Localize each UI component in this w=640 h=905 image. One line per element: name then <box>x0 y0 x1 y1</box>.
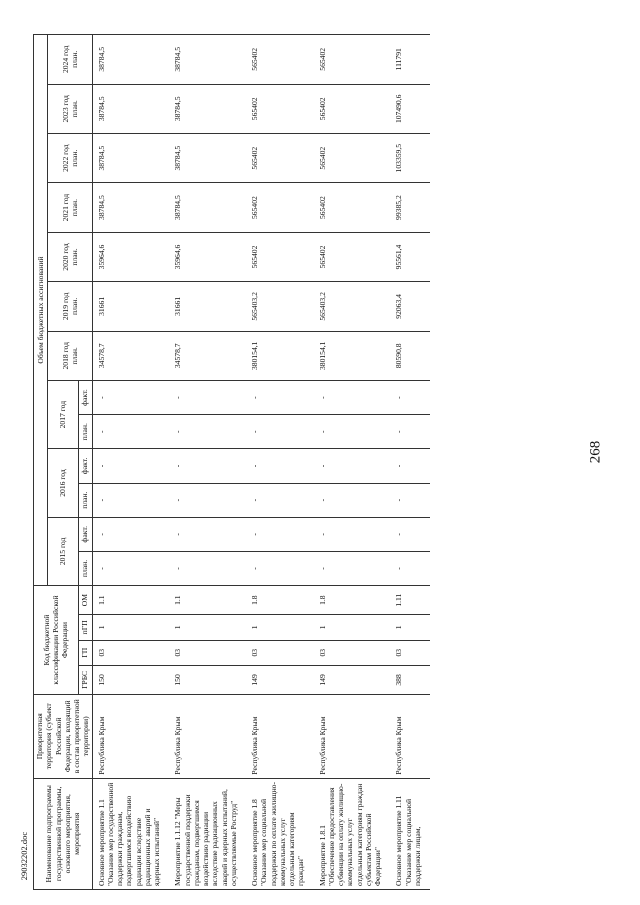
cell-gp: 03 <box>92 640 169 665</box>
cell-2015-plan: - <box>169 551 246 585</box>
cell-2021: 565402 <box>314 183 391 232</box>
cell-2021: 565402 <box>246 183 314 232</box>
header-year-2024: 2024 год план. <box>48 35 93 85</box>
cell-2023: 38784,5 <box>169 84 246 133</box>
cell-2017-fact: - <box>246 380 314 414</box>
header-2017-plan: план. <box>78 415 92 449</box>
header-volume: Объем бюджетных ассигнований <box>34 35 48 586</box>
cell-2016-fact: - <box>314 449 391 483</box>
cell-2022: 38784,5 <box>92 134 169 183</box>
cell-pgp: 1 <box>314 615 391 640</box>
cell-2019: 565403,2 <box>314 282 391 331</box>
header-year-2020: 2020 год план. <box>48 232 93 281</box>
header-budget-code: Код бюджетной классификации Российской Федерации <box>34 586 79 695</box>
cell-pgp: 1 <box>246 615 314 640</box>
cell-2015-fact: - <box>390 517 430 551</box>
cell-2018: 380154,1 <box>246 331 314 380</box>
cell-2024: 38784,5 <box>92 35 169 85</box>
row-name: Мероприятие 1.8.1 "Обеспечение предоставления субвенции на оплату жилищно-коммунальных услуг отдельным категориям граждан субъектам Российской Федерации" <box>314 778 391 889</box>
cell-2017-fact: - <box>169 380 246 414</box>
header-territory: Приоритетная территория (субъект Российской Федерации, входящий в состав приоритетной территории) <box>34 694 93 778</box>
cell-2019: 92063,4 <box>390 282 430 331</box>
cell-2016-fact: - <box>92 449 169 483</box>
cell-2015-fact: - <box>246 517 314 551</box>
row-territory: Республика Крым <box>314 694 391 778</box>
header-name: Наименование подпрограммы государственной программы, основного мероприятия, мероприятия <box>34 778 93 889</box>
cell-2016-plan: - <box>169 483 246 517</box>
row-name: Основное мероприятие 1.11 "Оказание мер социальной поддержки лицам, <box>390 778 430 889</box>
cell-om: 1.8 <box>246 586 314 615</box>
cell-2019: 31661 <box>169 282 246 331</box>
header-2015-plan: план. <box>78 551 92 585</box>
cell-2015-plan: - <box>92 551 169 585</box>
table-header <box>34 35 93 890</box>
cell-gp: 03 <box>314 640 391 665</box>
row-name: Основное мероприятие 1.1 "Оказание мер государственной поддержки гражданам, подвергшимся воздействию радиации вследствие радиационных аварий и ядерных испытаний" <box>92 778 169 889</box>
cell-2018: 34578,7 <box>169 331 246 380</box>
row-territory: Республика Крым <box>169 694 246 778</box>
cell-2017-fact: - <box>92 380 169 414</box>
cell-pgp: 1 <box>390 615 430 640</box>
table-row <box>169 35 246 890</box>
cell-2017-plan: - <box>246 415 314 449</box>
cell-2024: 565402 <box>314 35 391 85</box>
cell-grbs: 388 <box>390 665 430 694</box>
footer-doc-code: 29032202.doc <box>19 831 29 881</box>
table-row <box>246 35 314 890</box>
cell-om: 1.11 <box>390 586 430 615</box>
cell-2020: 565402 <box>246 232 314 281</box>
cell-2022: 38784,5 <box>169 134 246 183</box>
header-2015-fact: факт. <box>78 517 92 551</box>
cell-2023: 565402 <box>246 84 314 133</box>
table-row <box>92 35 169 890</box>
cell-2016-plan: - <box>390 483 430 517</box>
cell-2022: 103359,5 <box>390 134 430 183</box>
budget-allocation-table <box>33 34 430 890</box>
cell-grbs: 149 <box>246 665 314 694</box>
cell-2015-plan: - <box>246 551 314 585</box>
cell-2024: 565402 <box>246 35 314 85</box>
header-2016-fact: факт. <box>78 449 92 483</box>
header-year-2021: 2021 год план. <box>48 183 93 232</box>
cell-2017-plan: - <box>314 415 391 449</box>
cell-grbs: 150 <box>169 665 246 694</box>
cell-gp: 03 <box>169 640 246 665</box>
cell-2019: 31661 <box>92 282 169 331</box>
row-territory: Республика Крым <box>390 694 430 778</box>
cell-2015-plan: - <box>314 551 391 585</box>
cell-2021: 38784,5 <box>92 183 169 232</box>
cell-2023: 38784,5 <box>92 84 169 133</box>
cell-om: 1.8 <box>314 586 391 615</box>
row-name: Основное мероприятие 1.8 "Оказание мер социальной поддержки по оплате жилищно-коммунальных услуг отдельным категориям граждан" <box>246 778 314 889</box>
cell-2017-plan: - <box>169 415 246 449</box>
table-row <box>314 35 391 890</box>
cell-2023: 565402 <box>314 84 391 133</box>
cell-2017-plan: - <box>92 415 169 449</box>
cell-2016-plan: - <box>92 483 169 517</box>
header-year-2023: 2023 год план. <box>48 84 93 133</box>
header-code-pgp: пГП <box>78 615 92 640</box>
cell-gp: 03 <box>390 640 430 665</box>
header-year-2019: 2019 год план. <box>48 282 93 331</box>
rotated-table-container <box>33 34 568 890</box>
cell-2017-plan: - <box>390 415 430 449</box>
cell-om: 1.1 <box>92 586 169 615</box>
cell-2016-plan: - <box>314 483 391 517</box>
cell-grbs: 150 <box>92 665 169 694</box>
cell-2018: 380154,1 <box>314 331 391 380</box>
table-body <box>92 35 430 890</box>
cell-2021: 38784,5 <box>169 183 246 232</box>
header-year-2018: 2018 год план. <box>48 331 93 380</box>
header-2017-fact: факт. <box>78 380 92 414</box>
cell-2020: 95561,4 <box>390 232 430 281</box>
cell-2019: 565403,2 <box>246 282 314 331</box>
cell-2018: 34578,7 <box>92 331 169 380</box>
cell-2024: 38784,5 <box>169 35 246 85</box>
header-year-2015: 2015 год <box>48 517 79 585</box>
cell-2015-fact: - <box>92 517 169 551</box>
cell-grbs: 149 <box>314 665 391 694</box>
cell-pgp: 1 <box>92 615 169 640</box>
table-row <box>390 35 430 890</box>
row-name: Мероприятие 1.1.12 "Меры государственной поддержки гражданам, подвергшимся воздействию радиации вследствие радиационных аварий и ядерных испытаний, осуществляемые Роструд" <box>169 778 246 889</box>
cell-2020: 35964,6 <box>92 232 169 281</box>
header-2016-plan: план. <box>78 483 92 517</box>
cell-2022: 565402 <box>314 134 391 183</box>
cell-2018: 80590,8 <box>390 331 430 380</box>
cell-2015-fact: - <box>169 517 246 551</box>
cell-2020: 565402 <box>314 232 391 281</box>
cell-2015-plan: - <box>390 551 430 585</box>
row-territory: Республика Крым <box>246 694 314 778</box>
row-territory: Республика Крым <box>92 694 169 778</box>
budget-table-area <box>33 34 568 890</box>
header-code-om: ОМ <box>78 586 92 615</box>
cell-2016-fact: - <box>246 449 314 483</box>
cell-2015-fact: - <box>314 517 391 551</box>
cell-2017-fact: - <box>390 380 430 414</box>
cell-2020: 35964,6 <box>169 232 246 281</box>
header-year-2022: 2022 год план. <box>48 134 93 183</box>
cell-2016-plan: - <box>246 483 314 517</box>
header-year-2016: 2016 год <box>48 449 79 517</box>
cell-2024: 111791 <box>390 35 430 85</box>
cell-2016-fact: - <box>390 449 430 483</box>
cell-2021: 99385,2 <box>390 183 430 232</box>
header-code-grbs: ГРБС <box>78 665 92 694</box>
cell-2022: 565402 <box>246 134 314 183</box>
cell-pgp: 1 <box>169 615 246 640</box>
cell-om: 1.1 <box>169 586 246 615</box>
cell-2017-fact: - <box>314 380 391 414</box>
header-code-gp: ГП <box>78 640 92 665</box>
header-year-2017: 2017 год <box>48 380 79 448</box>
cell-2023: 107490,6 <box>390 84 430 133</box>
page-number: 268 <box>587 440 604 464</box>
cell-gp: 03 <box>246 640 314 665</box>
cell-2016-fact: - <box>169 449 246 483</box>
